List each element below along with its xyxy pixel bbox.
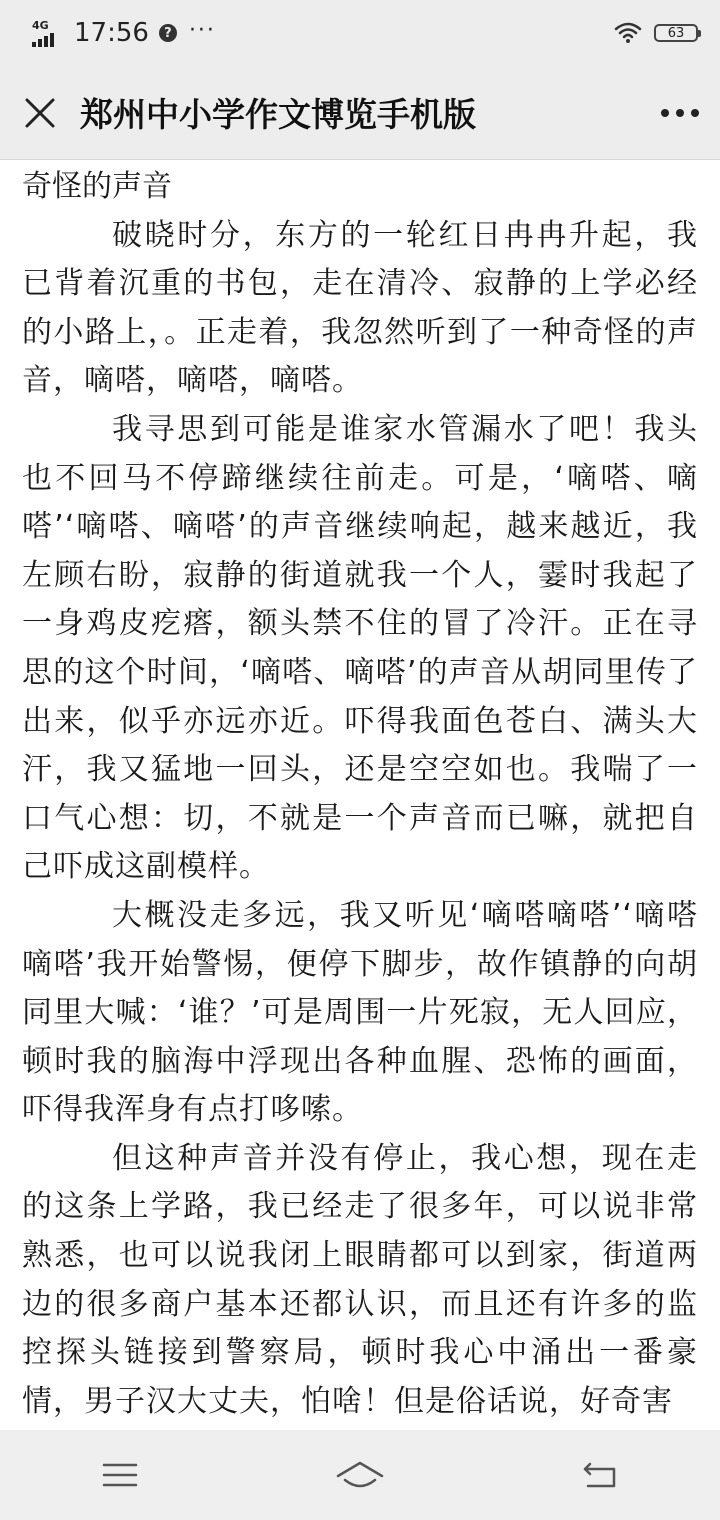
article-paragraph: 大概没走多远，我又听见‘嘀嗒嘀嗒’‘嘀嗒嘀嗒’我开始警惕，便停下脚步，故作镇静的向胡同里大喊：‘谁？’可是周围一片死寂，无人回应，顿时我的脑海中浮现出各种血腥、恐怖的画面，吓得我浑身有点打哆嗦。 <box>22 897 698 1128</box>
more-notifications-icon: ··· <box>188 17 216 43</box>
article-title: 奇怪的声音 <box>22 169 172 204</box>
nav-back-button[interactable] <box>540 1430 660 1520</box>
network-type: 4G <box>32 18 49 32</box>
more-menu-button[interactable] <box>640 66 720 160</box>
back-icon <box>582 1461 618 1489</box>
home-icon <box>336 1460 384 1490</box>
help-icon: ? <box>159 24 177 42</box>
article-paragraph: 但这种声音并没有停止，我心想，现在走的这条上学路，我已经走了很多年，可以说非常熟悉，也可以说我闭上眼睛都可以到家，街道两边的很多商户基本还都认识，而且还有许多的监控探头链接到警察局，顿时我心中涌出一番豪情，男子汉大丈夫，怕啥！但是俗话说，好奇害 <box>22 1140 698 1419</box>
article-paragraph: 破晓时分，东方的一轮红日冉冉升起，我已背着沉重的书包，走在清冷、寂静的上学必经的小路上，。正走着，我忽然听到了一种奇怪的声音，嘀嗒，嘀嗒，嘀嗒。 <box>22 217 698 399</box>
close-icon <box>24 97 56 129</box>
status-time: 17:56 <box>74 18 149 48</box>
status-bar <box>0 0 720 66</box>
more-icon <box>660 108 700 118</box>
system-navigation-bar <box>0 1430 720 1520</box>
signal-icon <box>32 20 68 47</box>
wifi-icon <box>614 22 642 44</box>
nav-home-button[interactable] <box>300 1430 420 1520</box>
title-bar <box>0 66 720 160</box>
close-button[interactable] <box>0 66 80 160</box>
nav-menu-button[interactable] <box>60 1430 180 1520</box>
battery-level: 63 <box>667 25 685 41</box>
article-paragraph: 我寻思到可能是谁家水管漏水了吧！我头也不回马不停蹄继续往前走。可是，‘嘀嗒、嘀嗒’‘嘀嗒、嘀嗒’的声音继续响起，越来越近，我左顾右盼，寂静的街道就我一个人，霎时我起了一身鸡皮疙瘩，额头禁不住的冒了冷汗。正在寻思的这个时间，‘嘀嗒、嘀嗒’的声音从胡同里传了出来，似乎亦远亦近。吓得我面色苍白、满头大汗，我又猛地一回头，还是空空如也。我喘了一口气心想：切，不就是一个声音而已嘛，就把自己吓成这副模样。 <box>22 411 698 885</box>
battery-icon <box>654 24 698 42</box>
page-title: 郑州中小学作文博览手机版 <box>80 95 476 134</box>
article-content <box>0 160 720 1430</box>
menu-icon <box>102 1462 138 1488</box>
